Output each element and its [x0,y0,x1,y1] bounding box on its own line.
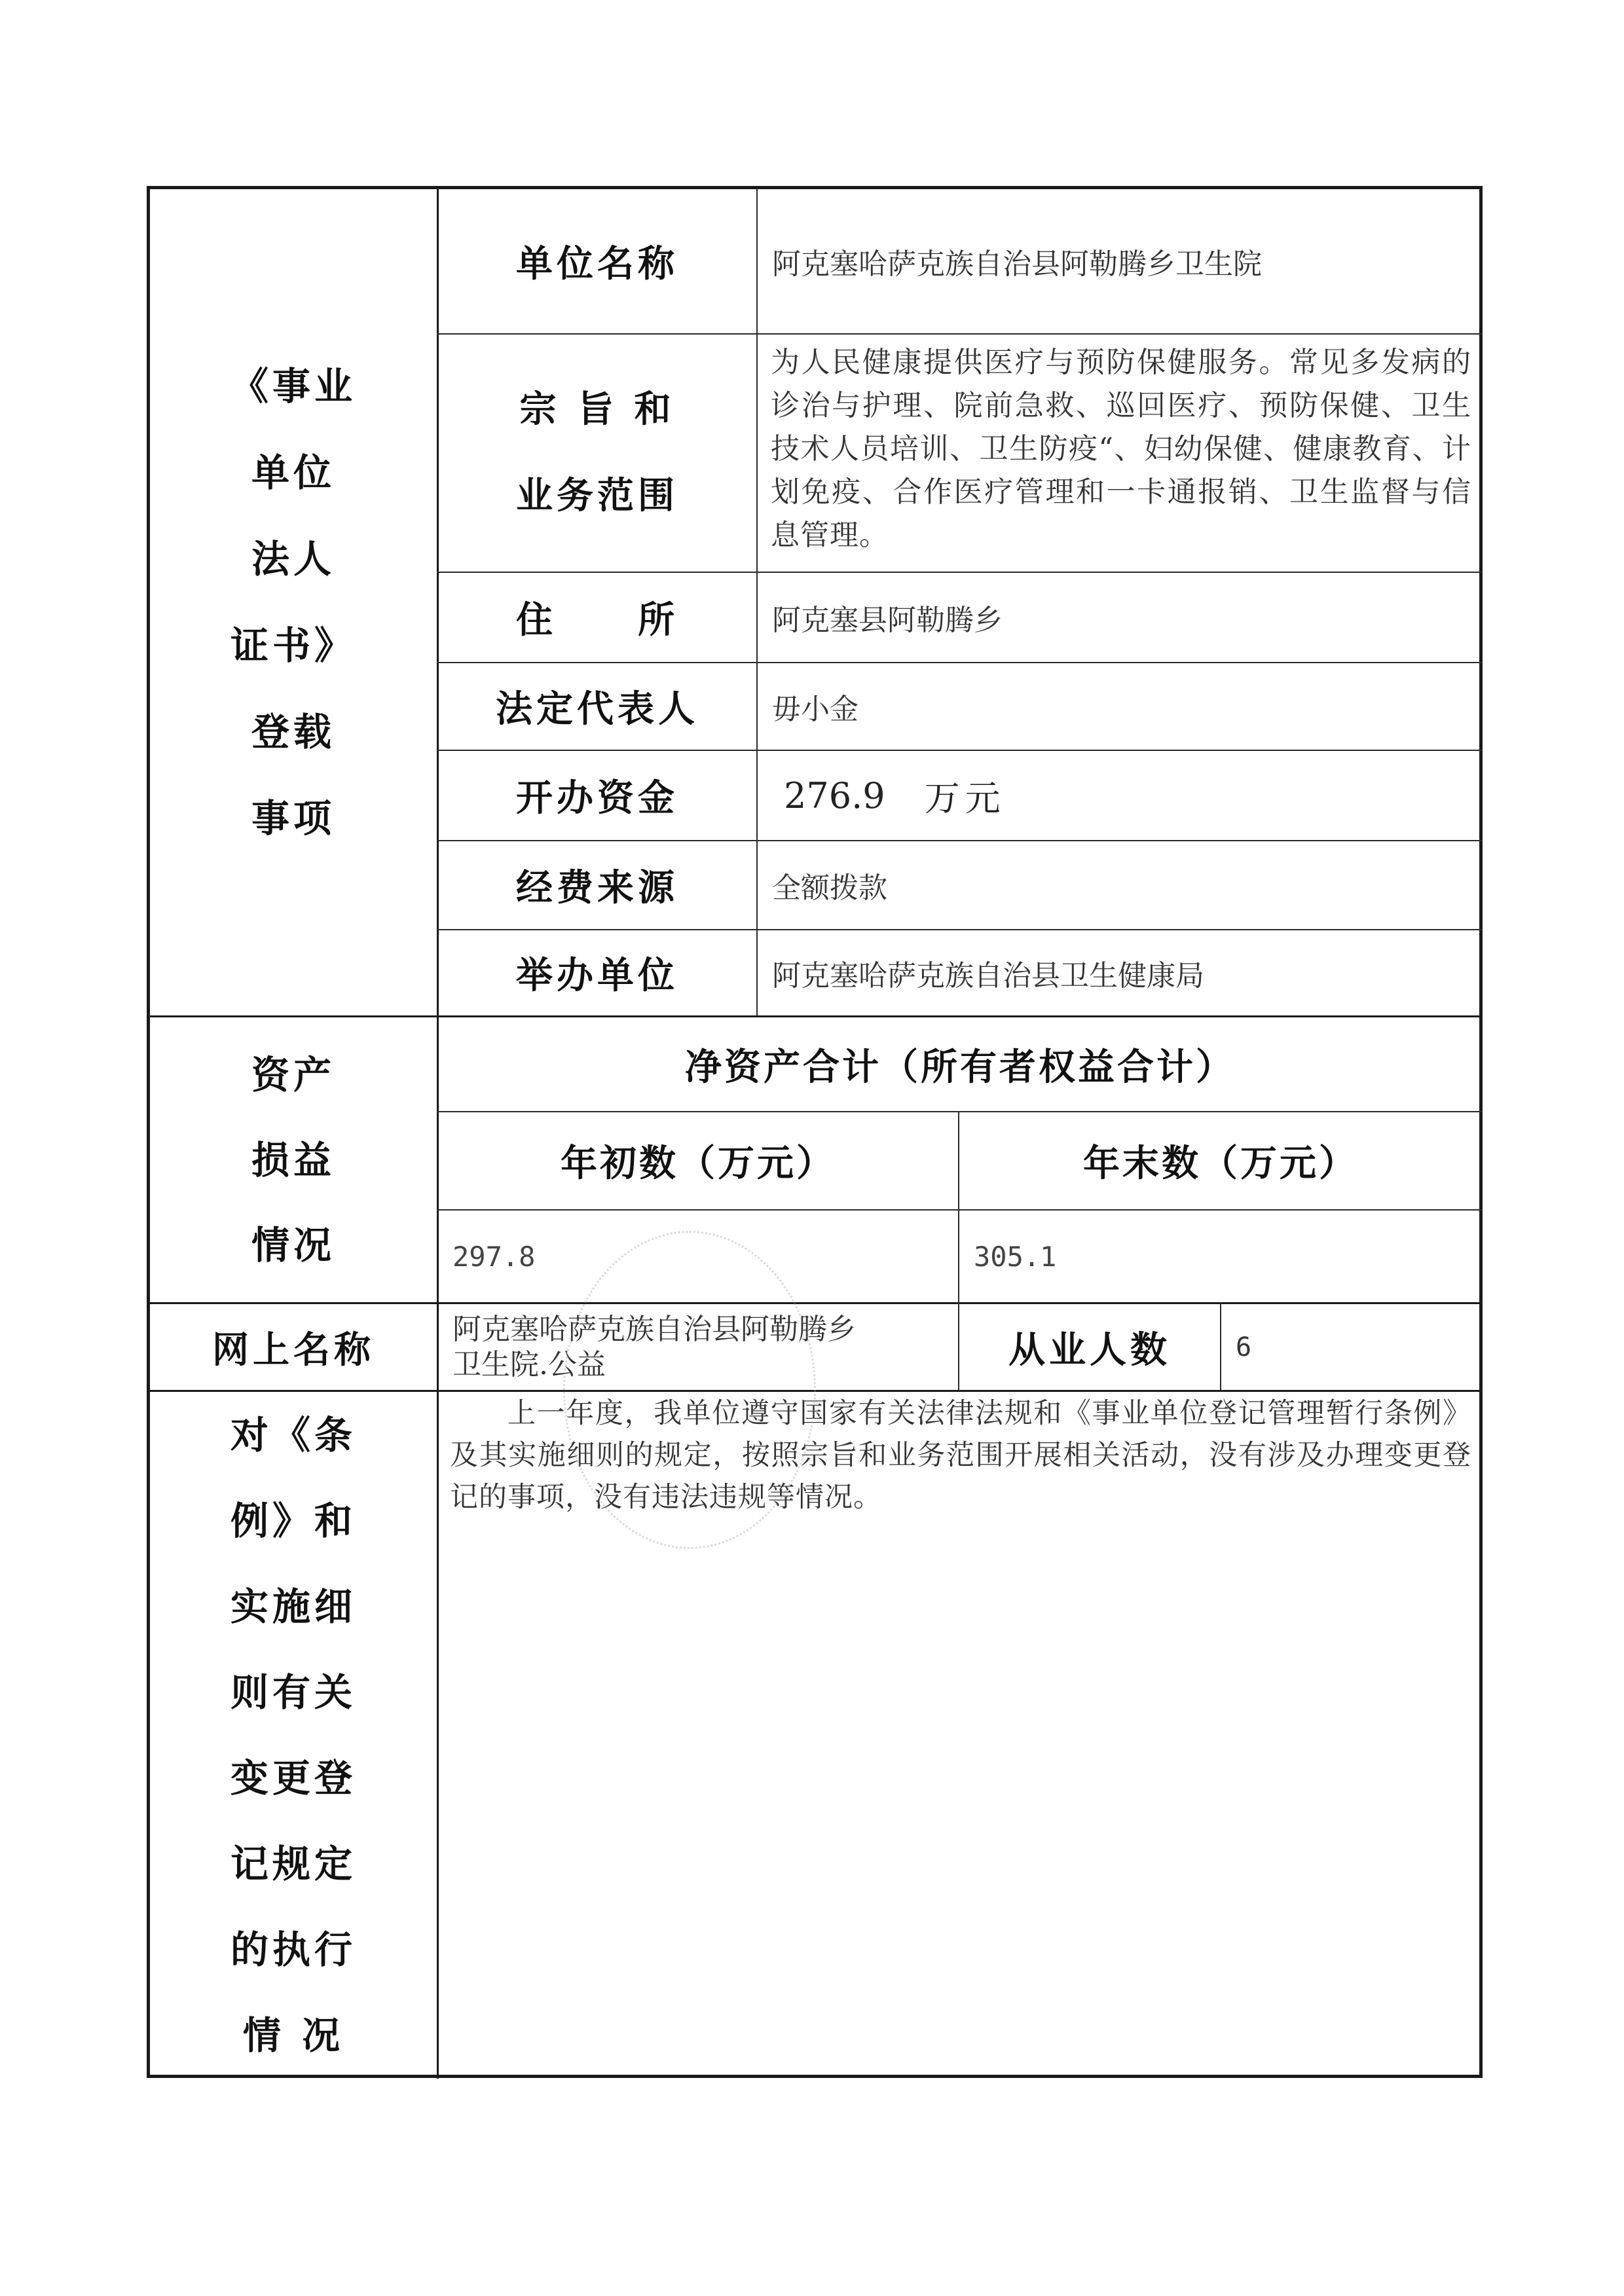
sponsor-label: 举办单位 [516,955,678,997]
net-assets-header: 净资产合计（所有者权益合计） [685,1046,1235,1089]
funds-amount: 276.9 [784,774,885,816]
online-name-label: 网上名称 [212,1328,375,1372]
staff-count-label: 从业人数 [1008,1328,1171,1372]
sponsor-value: 阿克塞哈萨克族自治县卫生健康局 [772,959,1204,993]
end-year-value: 305.1 [974,1240,1057,1273]
title-line: 对《条 [230,1412,356,1457]
address-label: 住 所 [516,599,678,642]
compliance-text: 上一年度，我单位遵守国家有关法律法规和《事业单位登记管理暂行条例》及其实施细则的规定，按照宗旨和业务范围开展相关活动，没有涉及办理变更登记的事项，没有违法违规等情况。 [450,1397,1471,1514]
legal-rep-value: 毋小金 [772,693,858,726]
title-line: 资产 [251,1052,335,1097]
certificate-section-title [150,189,437,1015]
title-line: 则有关 [230,1669,356,1715]
title-line: 变更登 [230,1755,356,1800]
funding-source-value: 全额拨款 [772,871,887,905]
title-line: 实施细 [230,1584,356,1629]
title-line: 情 况 [242,2013,344,2058]
purpose-label [438,335,756,572]
title-line: 《事业 [230,364,356,409]
title-line: 情况 [251,1222,335,1267]
funding-source-label: 经费来源 [516,867,678,909]
funds-unit: 万元 [924,777,1006,819]
registration-form [147,186,1483,2078]
legal-rep-label: 法定代表人 [496,688,699,731]
funds-label: 开办资金 [516,777,678,820]
unit-name-label: 单位名称 [516,243,678,285]
title-line: 法人 [251,537,335,581]
staff-count-value: 6 [1236,1332,1252,1362]
title-line: 证书》 [230,623,356,668]
funds-value [758,751,1482,840]
purpose-label-line: 宗 旨 和 [519,388,675,431]
title-line: 登载 [251,710,335,754]
online-name-value [438,1304,958,1390]
title-line: 事项 [251,796,335,841]
purpose-value: 为人民健康提供医疗与预防保健服务。常见多发病的诊治与护理、院前急救、巡回医疗、预防保健、卫生技术人员培训、卫生防疫“、妇幼保健、健康教育、计划免疫、合作医疗管理和一卡通报销、卫生监督与信息管理。 [771,346,1471,552]
unit-name-value: 阿克塞哈萨克族自治县阿勒腾乡卫生院 [772,247,1262,281]
title-line: 单位 [251,450,335,495]
title-line: 损益 [251,1137,335,1182]
begin-year-value: 297.8 [452,1240,536,1273]
address-value: 阿克塞县阿勒腾乡 [772,604,1003,637]
title-line: 例》和 [230,1498,356,1543]
online-name-line: 阿克塞哈萨克族自治县阿勒腾乡 [452,1312,856,1346]
title-line: 的执行 [230,1927,356,1972]
purpose-label-line: 业务范围 [516,475,678,517]
end-year-label: 年末数（万元） [1083,1142,1358,1185]
begin-year-label: 年初数（万元） [561,1142,836,1185]
compliance-section-title [150,1392,437,2079]
assets-section-title [150,1017,437,1302]
online-name-line: 卫生院.公益 [452,1347,606,1381]
title-line: 记规定 [230,1841,356,1886]
